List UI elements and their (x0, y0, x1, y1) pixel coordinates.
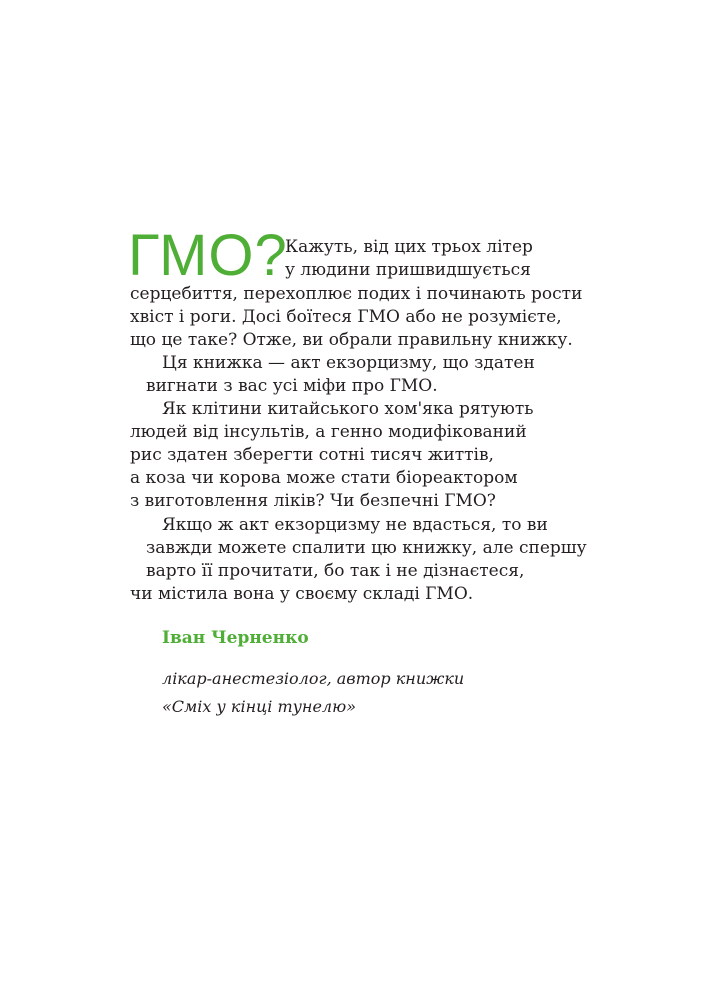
text-line: хвіст і роги. Досі боїтеся ГМО або не розумієте, (130, 307, 562, 327)
author-name: Іван Черненко (162, 628, 309, 648)
text-line: Якщо ж акт екзорцизму не вдасться, то ви (162, 515, 548, 535)
text-line: що це таке? Отже, ви обрали правильну книжку. (130, 330, 573, 350)
author-book-title: «Сміх у кінці тунелю» (162, 697, 356, 716)
text-line: чи містила вона у своєму складі ГМО. (130, 584, 474, 604)
text-line: людей від інсультів, а генно модифікований (130, 422, 527, 442)
text-line: у людини пришвидшується (285, 260, 531, 280)
text-line: Кажуть, від цих трьох літер (285, 237, 533, 257)
text-line: Як клітини китайського хом'яка рятують (162, 399, 534, 419)
text-line: вигнати з вас усі міфи про ГМО. (146, 376, 438, 396)
author-role: лікар-анестезіолог, автор книжки (162, 669, 465, 688)
text-line: а коза чи корова може стати біореактором (130, 468, 518, 488)
text-line: варто її прочитати, бо так і не дізнаєтеся, (146, 561, 525, 581)
gmo-title: ГМО? (128, 223, 288, 288)
text-line: Ця книжка — акт екзорцизму, що здатен (162, 353, 535, 373)
text-line: серцебиття, перехоплює подих і починають рости (130, 284, 583, 304)
text-line: завжди можете спалити цю книжку, але спершу (146, 538, 587, 558)
text-line: з виготовлення ліків? Чи безпечні ГМО? (130, 491, 496, 511)
text-line: рис здатен зберегти сотні тисяч життів, (130, 445, 494, 465)
